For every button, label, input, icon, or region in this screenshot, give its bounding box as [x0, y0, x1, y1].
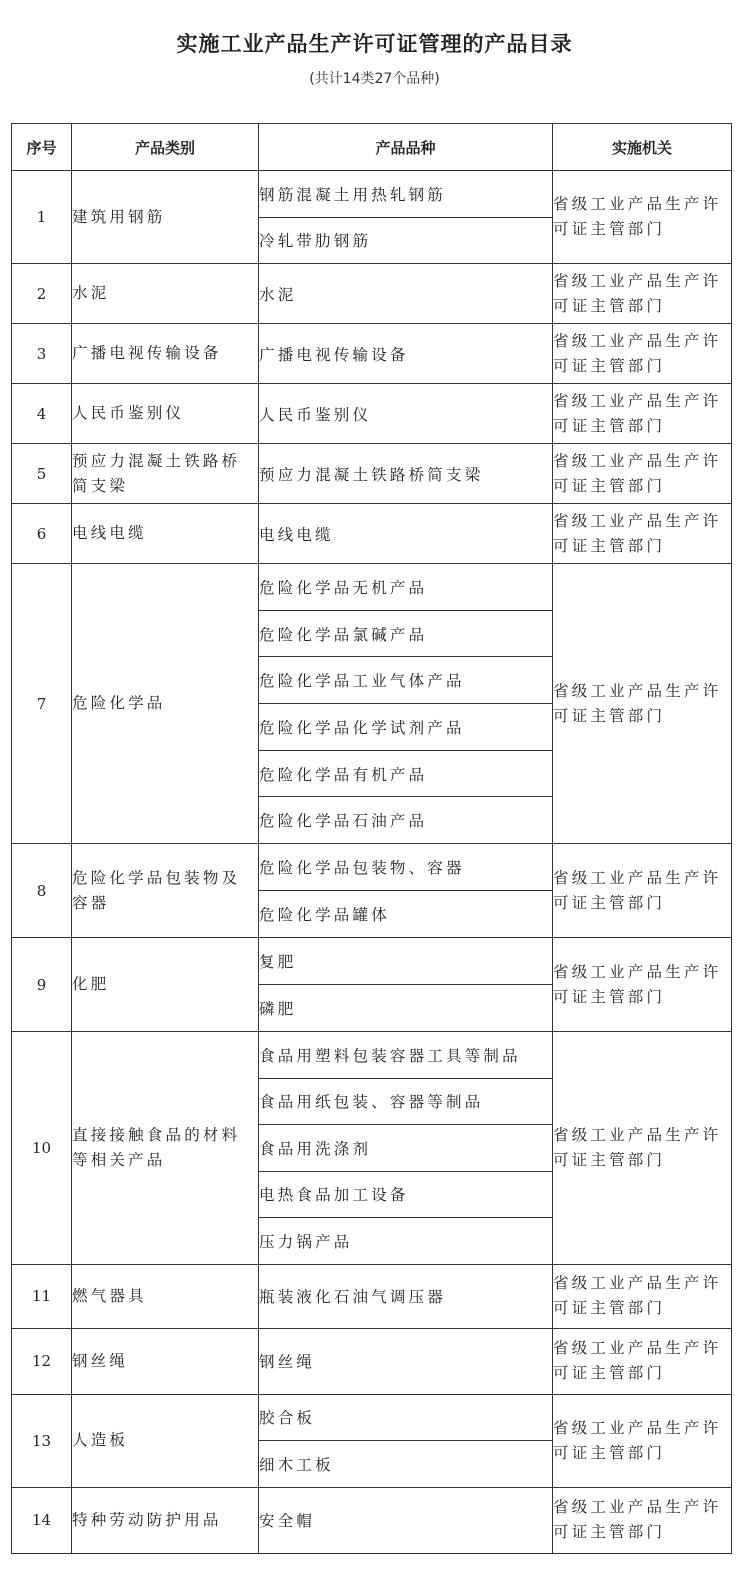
- cell-variety: 人民币鉴别仪: [259, 384, 553, 444]
- cell-authority: 省级工业产品生产许可证主管部门: [553, 324, 732, 384]
- cell-authority: 省级工业产品生产许可证主管部门: [553, 844, 732, 938]
- table-row: [12, 324, 732, 384]
- cell-no: 13: [12, 1394, 72, 1487]
- cell-variety: 食品用纸包装、容器等制品: [259, 1078, 553, 1125]
- cell-category: 钢丝绳: [72, 1328, 259, 1394]
- cell-no: 10: [12, 1032, 72, 1265]
- cell-authority: 省级工业产品生产许可证主管部门: [553, 504, 732, 564]
- cell-authority: 省级工业产品生产许可证主管部门: [553, 264, 732, 324]
- cell-variety: 水泥: [259, 264, 553, 324]
- cell-variety: 安全帽: [259, 1487, 553, 1553]
- cell-authority: 省级工业产品生产许可证主管部门: [553, 938, 732, 1032]
- cell-variety: 广播电视传输设备: [259, 324, 553, 384]
- cell-category: 化肥: [72, 938, 259, 1032]
- cell-variety: 胶合板: [259, 1394, 553, 1441]
- cell-category: 燃气器具: [72, 1264, 259, 1328]
- cell-no: 5: [12, 444, 72, 504]
- header-variety: 产品品种: [259, 124, 553, 171]
- table-row: [12, 1487, 732, 1553]
- page-subtitle: (共计14类27个品种): [309, 71, 440, 87]
- cell-category: 危险化学品: [72, 564, 259, 844]
- cell-category: 直接接触食品的材料等相关产品: [72, 1032, 259, 1265]
- cell-authority: 省级工业产品生产许可证主管部门: [553, 564, 732, 844]
- header-no: 序号: [12, 124, 72, 171]
- cell-variety: 危险化学品化学试剂产品: [259, 704, 553, 751]
- cell-variety: 食品用洗涤剂: [259, 1125, 553, 1172]
- cell-no: 12: [12, 1328, 72, 1394]
- table-body: [12, 171, 732, 1554]
- cell-category: 人造板: [72, 1394, 259, 1487]
- cell-no: 11: [12, 1264, 72, 1328]
- cell-category: 电线电缆: [72, 504, 259, 564]
- cell-no: 8: [12, 844, 72, 938]
- table-row: [12, 1328, 732, 1394]
- table-row: [12, 1394, 732, 1441]
- table-row: [12, 444, 732, 504]
- cell-variety: 细木工板: [259, 1441, 553, 1488]
- cell-category: 建筑用钢筋: [72, 171, 259, 264]
- cell-category: 广播电视传输设备: [72, 324, 259, 384]
- cell-category: 特种劳动防护用品: [72, 1487, 259, 1553]
- cell-no: 9: [12, 938, 72, 1032]
- cell-variety: 电热食品加工设备: [259, 1171, 553, 1218]
- cell-authority: 省级工业产品生产许可证主管部门: [553, 1394, 732, 1487]
- cell-authority: 省级工业产品生产许可证主管部门: [553, 384, 732, 444]
- cell-variety: 电线电缆: [259, 504, 553, 564]
- cell-variety: 冷轧带肋钢筋: [259, 217, 553, 264]
- cell-category: 预应力混凝土铁路桥简支梁: [72, 444, 259, 504]
- header-category: 产品类别: [72, 124, 259, 171]
- cell-variety: 危险化学品包装物、容器: [259, 844, 553, 891]
- cell-authority: 省级工业产品生产许可证主管部门: [553, 1328, 732, 1394]
- cell-authority: 省级工业产品生产许可证主管部门: [553, 171, 732, 264]
- cell-category: 人民币鉴别仪: [72, 384, 259, 444]
- cell-variety: 危险化学品无机产品: [259, 564, 553, 611]
- product-catalog-table: [11, 123, 732, 1554]
- table-row: [12, 564, 732, 611]
- cell-authority: 省级工业产品生产许可证主管部门: [553, 1032, 732, 1265]
- cell-variety: 危险化学品石油产品: [259, 797, 553, 844]
- cell-variety: 危险化学品有机产品: [259, 750, 553, 797]
- cell-no: 7: [12, 564, 72, 844]
- cell-authority: 省级工业产品生产许可证主管部门: [553, 1487, 732, 1553]
- table-row: [12, 1032, 732, 1079]
- cell-no: 2: [12, 264, 72, 324]
- table-row: [12, 264, 732, 324]
- cell-no: 14: [12, 1487, 72, 1553]
- cell-variety: 危险化学品工业气体产品: [259, 657, 553, 704]
- cell-variety: 预应力混凝土铁路桥简支梁: [259, 444, 553, 504]
- table-row: [12, 171, 732, 218]
- cell-authority: 省级工业产品生产许可证主管部门: [553, 1264, 732, 1328]
- cell-variety: 压力锅产品: [259, 1218, 553, 1265]
- cell-variety: 危险化学品罐体: [259, 891, 553, 938]
- header-authority: 实施机关: [553, 124, 732, 171]
- cell-no: 1: [12, 171, 72, 264]
- cell-variety: 瓶装液化石油气调压器: [259, 1264, 553, 1328]
- cell-variety: 危险化学品氯碱产品: [259, 610, 553, 657]
- cell-category: 危险化学品包装物及容器: [72, 844, 259, 938]
- table-row: [12, 844, 732, 891]
- table-row: [12, 504, 732, 564]
- cell-variety: 磷肥: [259, 985, 553, 1032]
- cell-variety: 钢丝绳: [259, 1328, 553, 1394]
- cell-variety: 钢筋混凝土用热轧钢筋: [259, 171, 553, 218]
- cell-category: 水泥: [72, 264, 259, 324]
- table-header-row: [12, 124, 732, 171]
- table-row: [12, 938, 732, 985]
- cell-no: 6: [12, 504, 72, 564]
- cell-no: 4: [12, 384, 72, 444]
- cell-variety: 复肥: [259, 938, 553, 985]
- cell-variety: 食品用塑料包装容器工具等制品: [259, 1032, 553, 1079]
- table-row: [12, 384, 732, 444]
- cell-no: 3: [12, 324, 72, 384]
- cell-authority: 省级工业产品生产许可证主管部门: [553, 444, 732, 504]
- table-row: [12, 1264, 732, 1328]
- page-title: 实施工业产品生产许可证管理的产品目录: [176, 32, 573, 56]
